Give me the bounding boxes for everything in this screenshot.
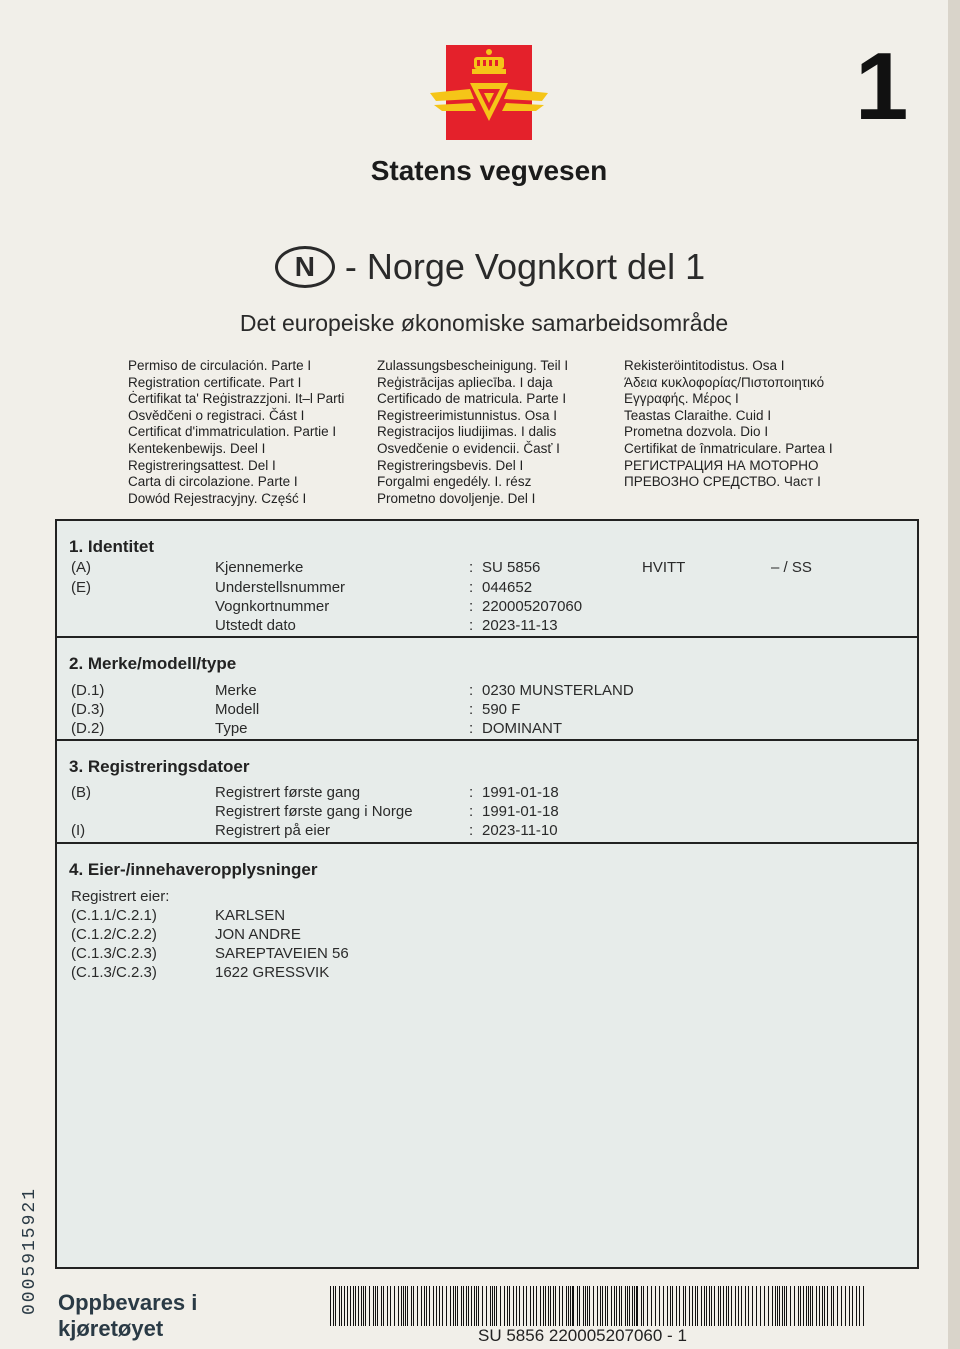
barcode-bar xyxy=(417,1286,418,1326)
page-number: 1 xyxy=(855,33,909,140)
barcode-bar xyxy=(641,1286,642,1326)
barcode-bar xyxy=(593,1286,594,1326)
registration-form xyxy=(55,519,919,1269)
barcode-bar xyxy=(723,1286,724,1326)
owner-surname-value: KARLSEN xyxy=(215,907,286,924)
barcode-bar xyxy=(436,1286,437,1326)
barcode-bar xyxy=(330,1286,331,1326)
barcode-bar xyxy=(619,1286,620,1326)
barcode-bar xyxy=(476,1286,477,1326)
barcode-bar xyxy=(856,1286,857,1326)
barcode-bar xyxy=(373,1286,374,1326)
barcode-bar xyxy=(752,1286,753,1326)
barcode-bar xyxy=(636,1286,638,1326)
barcode-bar xyxy=(543,1286,544,1326)
barcode-bar xyxy=(676,1286,677,1326)
barcode-bar xyxy=(375,1286,376,1326)
translation-line: Rekisteröintitodistus. Osa I xyxy=(624,358,785,373)
translation-line: Permiso de circulación. Parte I xyxy=(128,358,312,373)
barcode-bar xyxy=(718,1286,719,1326)
barcode-bar xyxy=(513,1286,514,1326)
barcode-bar xyxy=(365,1286,366,1326)
barcode-bar xyxy=(738,1286,739,1326)
barcode-bar xyxy=(355,1286,356,1326)
barcode-bar xyxy=(446,1286,447,1326)
barcode-bar xyxy=(837,1286,838,1326)
barcode-bar xyxy=(683,1286,684,1326)
barcode-bar xyxy=(369,1286,370,1326)
barcode-bar xyxy=(672,1286,673,1326)
barcode-bar xyxy=(398,1286,399,1326)
barcode-bar xyxy=(764,1286,765,1326)
barcode-bar xyxy=(632,1286,633,1326)
barcode-bar xyxy=(333,1286,334,1326)
barcode-bar xyxy=(442,1286,443,1326)
barcode-bar xyxy=(411,1286,412,1326)
field-label: Vognkortnummer xyxy=(215,598,330,615)
translation-line: Reģistrācijas apliecība. I daja xyxy=(377,374,553,390)
translation-line: Forgalmi engedély. I. rész xyxy=(377,474,532,490)
barcode-bar xyxy=(550,1286,551,1326)
barcode-bar xyxy=(579,1286,580,1326)
owner-address-value: SAREPTAVEIEN 56 xyxy=(215,945,349,962)
translation-line: Certificat d'immatriculation. Partie I xyxy=(128,424,337,440)
vehicle-color-value: HVITT xyxy=(642,559,686,576)
document-subtitle: Det europeiske økonomiske samarbeidsområde xyxy=(239,310,729,336)
country-code-oval: N xyxy=(275,246,335,288)
barcode-bar xyxy=(704,1286,705,1326)
section-identity: 1. Identitet (A) Kjennemerke : SU 5856 HVITT – / SS (E) Understellsnummer : 044652 Vognkortnummer : 220005207060 Utstedt dato : 2023-11-13 xyxy=(57,521,917,638)
barcode-bar xyxy=(548,1286,549,1326)
barcode-bar xyxy=(841,1286,842,1326)
barcode-bar xyxy=(433,1286,434,1326)
barcode-bar xyxy=(577,1286,578,1326)
barcode-bar xyxy=(810,1286,811,1326)
barcode-bar xyxy=(614,1286,615,1326)
barcode-bar xyxy=(616,1286,617,1326)
field-label: Type xyxy=(215,720,248,737)
barcode-bar xyxy=(597,1286,598,1326)
barcode-bar xyxy=(341,1286,342,1326)
barcode-bar xyxy=(679,1286,680,1326)
barcode-bar xyxy=(516,1286,517,1326)
barcode-bar xyxy=(726,1286,727,1326)
barcode-bar xyxy=(466,1286,467,1326)
field-label: Registrert på eier xyxy=(215,822,331,839)
barcode-bar xyxy=(709,1286,710,1326)
barcode xyxy=(330,1286,870,1326)
field-code: (D.1) xyxy=(71,682,105,699)
barcode-bar xyxy=(335,1286,336,1326)
translation-line: Zulassungsbescheinigung. Teil I xyxy=(377,358,569,373)
barcode-bar xyxy=(559,1286,560,1326)
barcode-bar xyxy=(731,1286,732,1326)
barcode-bar xyxy=(720,1286,721,1326)
barcode-bar xyxy=(863,1286,864,1326)
field-label: Registrert første gang i Norge xyxy=(215,803,413,820)
barcode-bar xyxy=(798,1286,799,1326)
barcode-bar xyxy=(794,1286,795,1326)
barcode-bar xyxy=(553,1286,554,1326)
translation-line: Certificado de matricula. Parte I xyxy=(377,391,567,407)
barcode-bar xyxy=(816,1286,817,1326)
section-owner xyxy=(57,844,917,1267)
barcode-bar xyxy=(572,1286,574,1326)
barcode-bar xyxy=(655,1286,656,1326)
translations-column-3 xyxy=(624,358,833,491)
barcode-bar xyxy=(562,1286,563,1326)
registration-plate-value: SU 5856 xyxy=(482,559,541,576)
owner-given-name-value: JON ANDRE xyxy=(215,926,301,943)
translation-line: ПРЕВОЗНО СРЕДСТВО. Част I xyxy=(624,474,821,490)
barcode-bar xyxy=(523,1286,524,1326)
translation-line: Teastas Claraithe. Cuid I xyxy=(624,407,772,423)
barcode-bar xyxy=(611,1286,612,1326)
section-registration-dates: 3. Registreringsdatoer (B) Registrert første gang : 1991-01-18 Registrert første gang i Norge : 1991-01-18 (I) Registrert på eier : 2023-11-10 xyxy=(57,741,917,844)
field-code: (I) xyxy=(71,822,86,839)
barcode-bar xyxy=(701,1286,702,1326)
barcode-bar xyxy=(381,1286,382,1326)
barcode-bar xyxy=(492,1286,493,1326)
field-code: (C.1.2/C.2.2) xyxy=(71,926,157,943)
section-make-model: 2. Merke/modell/type (D.1) Merke : 0230 MUNSTERLAND (D.3) Modell : 590 F (D.2) Type : DOMINANT xyxy=(57,638,917,741)
barcode-bar xyxy=(536,1286,537,1326)
translation-line: Registreringsbevis. Del I xyxy=(377,457,524,473)
barcode-bar xyxy=(555,1286,556,1326)
owner-postal-value: 1622 GRESSVIK xyxy=(215,964,330,981)
barcode-bar xyxy=(775,1286,776,1326)
agency-name: Statens vegvesen xyxy=(370,155,608,186)
barcode-bar xyxy=(772,1286,773,1326)
barcode-bar xyxy=(339,1286,340,1326)
serial-number: 0005915921 xyxy=(20,1186,40,1315)
barcode-bar xyxy=(786,1286,787,1326)
model-value: 590 F xyxy=(482,701,521,718)
barcode-bar xyxy=(504,1286,505,1326)
barcode-bar xyxy=(530,1286,531,1326)
barcode-bar xyxy=(819,1286,820,1326)
translation-line: РЕГИСТРАЦИЯ НА МОТОРНО xyxy=(624,457,819,473)
barcode-bar xyxy=(600,1286,601,1326)
barcode-bar xyxy=(627,1286,628,1326)
translation-line: Registreerimistunnistus. Osa I xyxy=(377,407,558,423)
document-title xyxy=(0,246,960,288)
barcode-bar xyxy=(784,1286,785,1326)
translation-line: Registracijos liudijimas. I dalis xyxy=(377,424,557,440)
barcode-bar xyxy=(509,1286,510,1326)
barcode-bar xyxy=(500,1286,501,1326)
barcode-bar xyxy=(777,1286,778,1326)
barcode-bar xyxy=(629,1286,630,1326)
barcode-bar xyxy=(859,1286,860,1326)
barcode-bar xyxy=(363,1286,364,1326)
barcode-bar xyxy=(401,1286,402,1326)
barcode-bar xyxy=(347,1286,348,1326)
barcode-bar xyxy=(426,1286,427,1326)
section-title: 1. Identitet xyxy=(69,537,155,556)
issue-date-value: 2023-11-13 xyxy=(482,617,558,634)
section-title: 2. Merke/modell/type xyxy=(69,654,237,673)
barcode-bar xyxy=(566,1286,567,1326)
barcode-bar xyxy=(507,1286,508,1326)
barcode-bar xyxy=(711,1286,712,1326)
barcode-bar xyxy=(450,1286,451,1326)
barcode-bar xyxy=(407,1286,408,1326)
barcode-bar xyxy=(429,1286,430,1326)
translation-line: Άδεια κυκλοφορίας/Πιστοποιητικό xyxy=(624,374,825,390)
make-value: 0230 MUNSTERLAND xyxy=(482,682,634,699)
barcode-bar xyxy=(519,1286,520,1326)
first-registration-value: 1991-01-18 xyxy=(482,784,559,801)
barcode-bar xyxy=(439,1286,440,1326)
barcode-bar xyxy=(540,1286,541,1326)
translation-line: Carta di circolazione. Parte I xyxy=(128,474,298,490)
field-code: (A) xyxy=(71,559,91,576)
barcode-bar xyxy=(692,1286,693,1326)
barcode-bar xyxy=(394,1286,395,1326)
field-code: (D.2) xyxy=(71,720,105,737)
field-code: (B) xyxy=(71,784,91,801)
first-registration-norway-value: 1991-01-18 xyxy=(482,803,559,820)
barcode-bar xyxy=(344,1286,345,1326)
barcode-bar xyxy=(621,1286,622,1326)
field-code: (D.3) xyxy=(71,701,105,718)
barcode-bar xyxy=(377,1286,378,1326)
owner-subheading: Registrert eier: xyxy=(71,888,170,905)
field-code: (C.1.3/C.2.3) xyxy=(71,964,157,981)
barcode-bar xyxy=(607,1286,608,1326)
field-label: Kjennemerke xyxy=(215,559,304,576)
barcode-bar xyxy=(570,1286,571,1326)
document-edge xyxy=(948,0,960,1349)
barcode-bar xyxy=(421,1286,422,1326)
barcode-bar xyxy=(568,1286,569,1326)
barcode-bar xyxy=(496,1286,497,1326)
barcode-bar xyxy=(647,1286,648,1326)
barcode-bar xyxy=(852,1286,853,1326)
barcode-bar xyxy=(779,1286,780,1326)
barcode-bar xyxy=(482,1286,483,1326)
barcode-bar xyxy=(782,1286,783,1326)
barcode-bar xyxy=(833,1286,834,1326)
barcode-bar xyxy=(478,1286,479,1326)
field-label: Modell xyxy=(215,701,260,718)
barcode-bar xyxy=(634,1286,635,1326)
barcode-bar xyxy=(545,1286,546,1326)
barcode-bar xyxy=(831,1286,832,1326)
barcode-bar xyxy=(533,1286,534,1326)
barcode-bar xyxy=(387,1286,388,1326)
field-label: Utstedt dato xyxy=(215,617,296,634)
translations-column-2 xyxy=(377,358,568,507)
barcode-text: SU 5856 220005207060 - 1 xyxy=(478,1326,687,1345)
barcode-bar xyxy=(822,1286,823,1326)
barcode-bar xyxy=(695,1286,696,1326)
translation-line: Osvědčeni o registraci. Část I xyxy=(128,407,305,423)
barcode-bar xyxy=(745,1286,746,1326)
section-title: 4. Eier-/innehaveropplysninger xyxy=(69,860,318,879)
translation-line: Εγγραφής. Μέρος I xyxy=(624,391,739,407)
translation-line: Dowód Rejestracyjny. Część I xyxy=(128,490,307,506)
barcode-bar xyxy=(471,1286,472,1326)
translation-line: Prometna dozvola. Dio I xyxy=(624,424,769,440)
barcode-bar xyxy=(803,1286,804,1326)
barcode-bar xyxy=(643,1286,644,1326)
field-code: (E) xyxy=(71,579,91,596)
barcode-bar xyxy=(602,1286,603,1326)
barcode-bar xyxy=(457,1286,458,1326)
barcode-bar xyxy=(486,1286,487,1326)
barcode-bar xyxy=(461,1286,462,1326)
chassis-number-value: 044652 xyxy=(482,579,533,596)
barcode-bar xyxy=(625,1286,626,1326)
barcode-bar xyxy=(390,1286,391,1326)
barcode-bar xyxy=(403,1286,404,1326)
barcode-bar xyxy=(589,1286,590,1326)
barcode-bar xyxy=(806,1286,807,1326)
barcode-bar xyxy=(706,1286,707,1326)
barcode-bar xyxy=(812,1286,813,1326)
barcode-bar xyxy=(490,1286,491,1326)
translation-line: Registreringsattest. Del I xyxy=(128,457,276,473)
barcode-bar xyxy=(670,1286,671,1326)
barcode-bar xyxy=(605,1286,606,1326)
barcode-bar xyxy=(413,1286,414,1326)
translation-line: Ċertifikat ta' Reġistrazzjoni. It–l Parti xyxy=(128,391,345,407)
barcode-bar xyxy=(424,1286,425,1326)
barcode-bar xyxy=(741,1286,742,1326)
barcode-bar xyxy=(756,1286,757,1326)
barcode-bar xyxy=(697,1286,698,1326)
barcode-bar xyxy=(468,1286,469,1326)
barcode-bar xyxy=(714,1286,715,1326)
translation-line: Certifikat de înmatriculare. Partea I xyxy=(624,440,833,456)
barcode-bar xyxy=(651,1286,652,1326)
barcode-bar xyxy=(526,1286,527,1326)
barcode-bar xyxy=(735,1286,736,1326)
barcode-bar xyxy=(583,1286,584,1326)
barcode-bar xyxy=(845,1286,846,1326)
field-code: (C.1.3/C.2.3) xyxy=(71,945,157,962)
barcode-bar xyxy=(453,1286,454,1326)
barcode-bar xyxy=(689,1286,690,1326)
barcode-bar xyxy=(474,1286,475,1326)
barcode-bar xyxy=(800,1286,801,1326)
barcode-bar xyxy=(760,1286,761,1326)
extra-field-value: – / SS xyxy=(771,559,812,576)
barcode-bar xyxy=(663,1286,664,1326)
translations-column-1 xyxy=(128,358,344,507)
barcode-bar xyxy=(667,1286,668,1326)
barcode-bar xyxy=(585,1286,586,1326)
barcode-bar xyxy=(827,1286,828,1326)
barcode-bar xyxy=(361,1286,362,1326)
barcode-bar xyxy=(587,1286,588,1326)
barcode-bar xyxy=(748,1286,749,1326)
owner-registration-value: 2023-11-10 xyxy=(482,822,558,839)
barcode-bar xyxy=(849,1286,850,1326)
barcode-bar xyxy=(383,1286,384,1326)
field-label: Merke xyxy=(215,682,257,699)
section-title: 3. Registreringsdatoer xyxy=(69,757,250,776)
barcode-bar xyxy=(405,1286,406,1326)
field-label: Understellsnummer xyxy=(215,579,346,596)
barcode-bar xyxy=(350,1286,351,1326)
barcode-bar xyxy=(768,1286,769,1326)
barcode-bar xyxy=(353,1286,354,1326)
barcode-bar xyxy=(824,1286,825,1326)
keep-in-vehicle-line: Oppbevares i xyxy=(58,1290,198,1315)
field-code: (C.1.1/C.2.1) xyxy=(71,907,157,924)
field-label: Registrert første gang xyxy=(215,784,361,801)
certificate-number-value: 220005207060 xyxy=(482,598,583,615)
barcode-bar xyxy=(685,1286,686,1326)
type-value: DOMINANT xyxy=(482,720,562,737)
statens-vegvesen-logo xyxy=(430,45,548,140)
translation-line: Kentekenbewijs. Deel I xyxy=(128,440,266,456)
translation-line: Prometno dovoljenje. Del I xyxy=(377,490,536,506)
barcode-bar xyxy=(358,1286,359,1326)
barcode-bar xyxy=(790,1286,791,1326)
barcode-bar xyxy=(659,1286,660,1326)
translation-line: Registration certificate. Part I xyxy=(128,374,302,390)
barcode-bar xyxy=(455,1286,456,1326)
barcode-bar xyxy=(463,1286,464,1326)
keep-in-vehicle-line: kjøretøyet xyxy=(58,1316,164,1341)
barcode-bar xyxy=(494,1286,495,1326)
keep-in-vehicle-label xyxy=(58,1290,197,1342)
translation-line: Osvedčenie o evidencii. Časť I xyxy=(377,440,560,456)
barcode-bar xyxy=(728,1286,729,1326)
document-title-text: - Norge Vognkort del 1 xyxy=(344,246,706,287)
barcode-bar xyxy=(808,1286,809,1326)
